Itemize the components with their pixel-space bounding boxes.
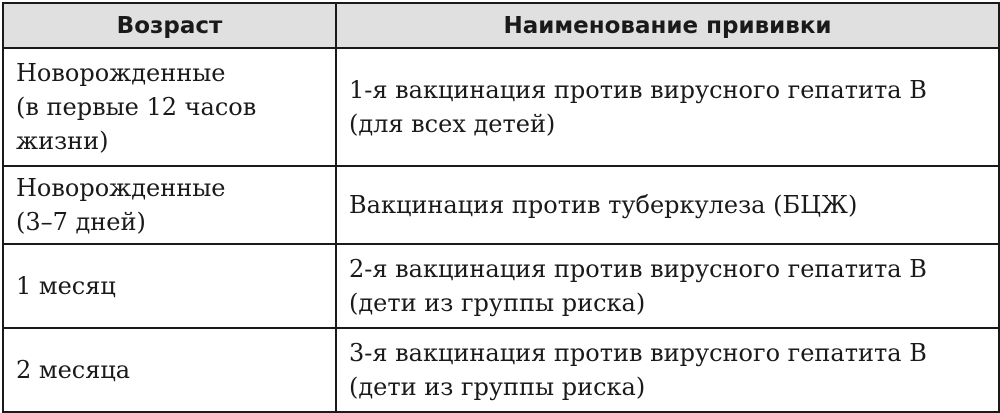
vaccination-schedule-table (2, 2, 1000, 413)
table-header-row (3, 3, 999, 48)
age-cell (3, 48, 336, 166)
age-cell (3, 166, 336, 244)
vaccine-cell (336, 48, 999, 166)
vaccine-text: (для всех детей) (349, 110, 556, 138)
age-text: Новорожденные (16, 174, 226, 202)
age-text: (3–7 дней) (16, 208, 146, 236)
age-text: (в первые 12 часов (16, 93, 257, 121)
header-vaccine-name: Наименование прививки (336, 3, 999, 48)
vaccine-text: 2-я вакцинация против вирусного гепатита В (349, 255, 927, 283)
age-cell (3, 328, 336, 412)
table-row (3, 166, 999, 244)
vaccine-text: 1-я вакцинация против вирусного гепатита В (349, 76, 927, 104)
age-text: Новорожденные (16, 59, 226, 87)
age-text: 1 месяц (16, 272, 116, 300)
table-row (3, 48, 999, 166)
vaccine-cell (336, 166, 999, 244)
vaccine-text: (дети из группы риска) (349, 289, 646, 317)
age-text: 2 месяца (16, 356, 131, 384)
vaccine-cell (336, 328, 999, 412)
vaccine-text: Вакцинация против туберкулеза (БЦЖ) (349, 191, 858, 219)
vaccine-text: 3-я вакцинация против вирусного гепатита В (349, 339, 927, 367)
age-text: жизни) (16, 127, 109, 155)
vaccine-text: (дети из группы риска) (349, 373, 646, 401)
table-row (3, 328, 999, 412)
vaccine-cell (336, 244, 999, 328)
age-cell (3, 244, 336, 328)
header-age: Возраст (3, 3, 336, 48)
table-row (3, 244, 999, 328)
